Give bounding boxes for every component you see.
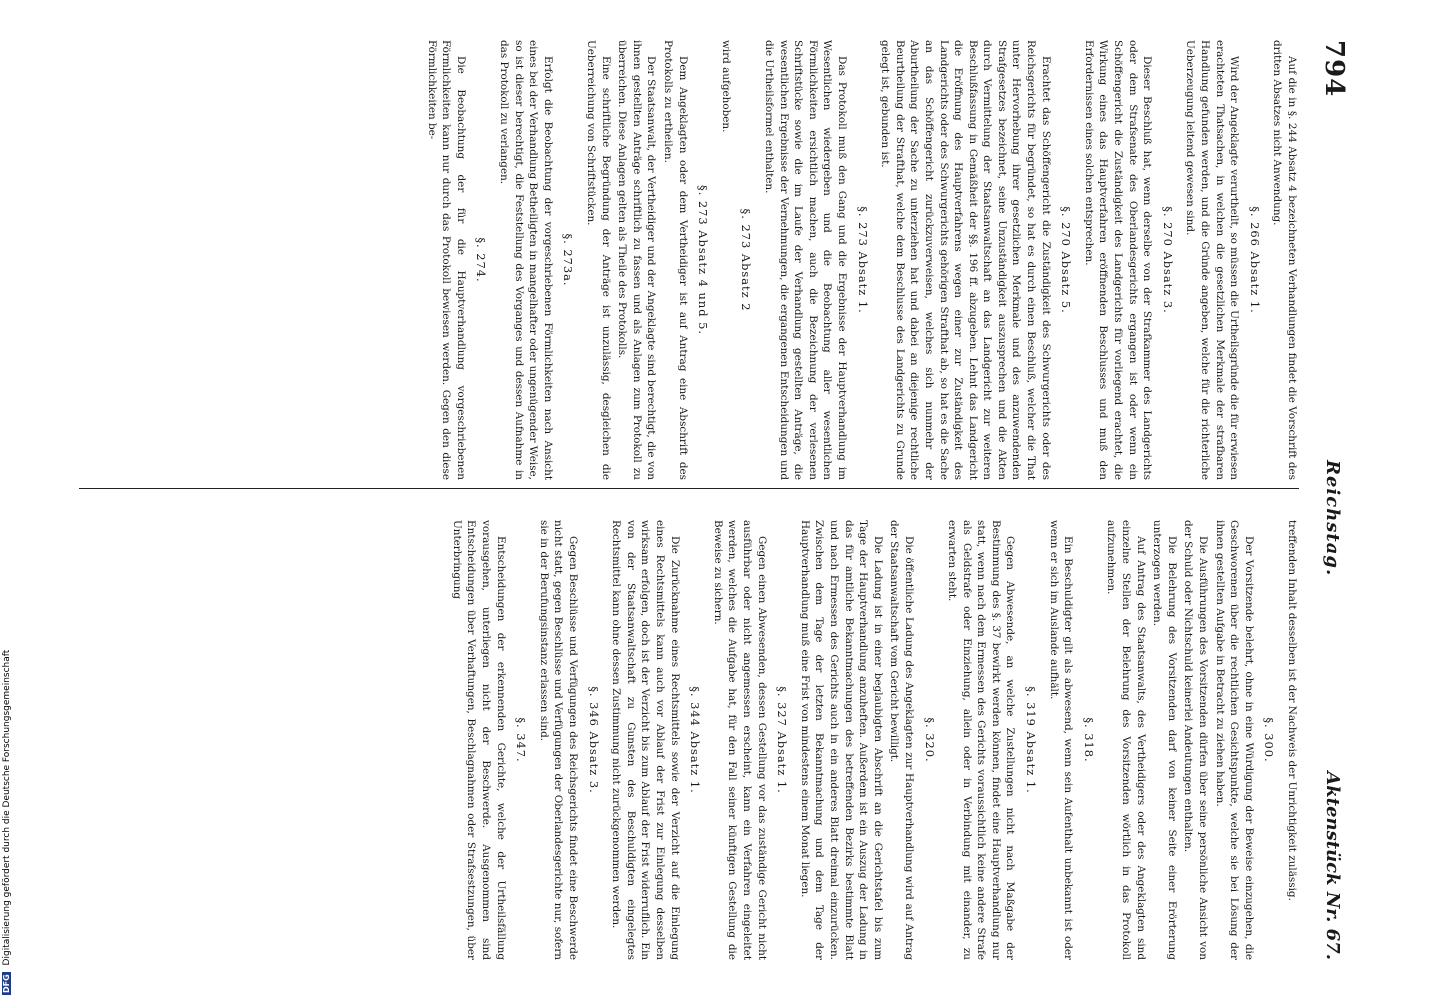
paragraph: Die Beobachtung der für die Hauptverhandlung vorgeschriebenen Förmlichkeiten kann nur durch das Protokoll bewiesen werden. Gegen den diese Förmlichkeiten be- — [425, 40, 467, 480]
section-heading: §. 273 Absatz 2 — [739, 208, 754, 312]
section-heading: §. 266 Absatz 1. — [1247, 206, 1262, 314]
paragraph: Gegen Beschlüsse und Verfügungen des Reichsgerichts findet eine Beschwerde nicht statt, gegen Beschlüsse und Verfügungen der Oberlandesgerichte nur, sofern sie in der Berufungsinstanz erlassen sind. — [537, 520, 580, 960]
dfg-logo: DFG — [2, 974, 11, 993]
paragraph: Auf die in §. 244 Absatz 4 bezeichneten Verhandlungen findet die Vorschrift des dritten Absatzes nicht Anwendung. — [1271, 40, 1298, 480]
section-heading: §. 319 Absatz 1. — [1024, 686, 1039, 794]
section-heading: §. 347. — [514, 717, 529, 763]
footer-text: Digitalisierung gefördert durch die Deutsche Forschungsgemeinschaft — [2, 649, 12, 966]
left-column — [69, 40, 1299, 480]
right-column — [69, 520, 1299, 960]
paragraph: Der Staatsanwalt, der Vertheidiger und der Angeklagte sind berechtigt, die von ihnen gestellten Anträge schriftlich zu fassen und als Anlagen zum Protokoll zu überreichen. Diese Anlagen gelten als Theile des Protokolls. — [616, 40, 658, 480]
page-header — [1309, 40, 1349, 960]
header-title: Reichstag. — [1322, 460, 1343, 577]
paragraph: Der Vorsitzende belehrt, ohne in eine Würdigung der Beweise einzugehen, die Geschworenen über die rechtlichen Gesichtspunkte, welche sie bei Lösung der ihnen gestellten Aufgabe in Betracht zu ziehen haben. — [1213, 520, 1255, 960]
paragraph: Das Protokoll muß den Gang und die Ergebnisse der Hauptverhandlung im Wesentlichen wiedergeben und die Beobachtung aller wesentlichen Förmlichkeiten ersichtlich machen, auch die Bezeichnung der verlesenen Schriftstücke sowie die im Laufe der Verhandlung gestellten Anträge, die wesentlichen Ergebnisse der Vernehmungen, die ergangenen Entscheidungen und die Urtheilsformel enthalten. — [763, 40, 848, 480]
section-heading: §. 300. — [1262, 717, 1277, 763]
column-divider — [79, 488, 1299, 489]
paragraph: Gegen einen Abwesenden, dessen Gestellung vor das zuständige Gericht nicht ausführbar oder nicht angemessen erscheint, kann ein Verfahren eingeleitet werden, welches die Aufgabe hat, für den Fall seiner künftigen Gestellung die Beweise zu sichern. — [711, 520, 768, 960]
paragraph: treffenden Inhalt desselben ist der Nachweis der Unrichtigkeit zulässig. — [1286, 520, 1298, 901]
page-number: 794 — [1319, 40, 1349, 98]
paragraph: Wird der Angeklagte verurtheilt, so müssen die Urtheilsgründe die für erwiesen erachteten Thatsachen, in welchen die gesetzlichen Merkmale der strafbaren Handlung gefunden werden, und die Gründe angeben, welche für die richterliche Ueberzeugung leitend gewesen sind. — [1184, 40, 1241, 480]
paragraph: Die Ausführungen des Vorsitzenden dürfen über seine persönliche Ansicht von der Schuld oder Nichtschuld keinerlei Andeutungen enthalten. — [1182, 520, 1210, 960]
paragraph: Eine schriftliche Begründung der Anträge ist unzulässig, desgleichen die Ueberreichung von Schriftstücken. — [585, 40, 612, 480]
section-heading: §. 270 Absatz 3. — [1160, 206, 1175, 314]
paragraph: Die Ladung ist in einer beglaubigten Abschrift an die Gerichtstafel bis zum Tage der Hauptverhandlung anzuheften. Außerdem ist ein Auszug der Ladung in das für amtliche Bekanntmachungen des betreffenden Bezirks bestimmte Blatt und nach Ermessen des Gerichts auch in ein anderes Blatt dreimal einzurücken. Zwischen dem Tage der letzten Bekanntmachung und dem Tage der Hauptverhandlung muß eine Frist von mindestens einem Monat liegen. — [798, 520, 884, 960]
section-heading: §. 273a. — [561, 233, 576, 287]
section-heading: §. 346 Absatz 3. — [586, 686, 601, 794]
header-subtitle: Aktenstück Nr. 67. — [1322, 771, 1343, 960]
section-heading: §. 344 Absatz 1. — [688, 686, 703, 794]
paragraph: Die Belehrung des Vorsitzenden darf von keiner Seite einer Erörterung unterzogen werden. — [1151, 520, 1178, 960]
document-sheet — [57, 0, 1357, 1000]
paragraph: Auf Antrag des Staatsanwalts, des Vertheidigers oder des Angeklagten sind einzelne Stellen der Belehrung des Vorsitzenden wörtlich in das Protokoll aufzunehmen. — [1105, 520, 1147, 960]
section-heading: §. 273 Absatz 4 und 5. — [696, 185, 711, 335]
paragraph: Die öffentliche Ladung des Angeklagten zur Hauptverhandlung wird auf Antrag der Staatsanwaltschaft vom Gericht bewilligt. — [888, 520, 915, 960]
section-heading: §. 273 Absatz 1. — [855, 206, 870, 314]
paragraph: Gegen Abwesende, an welche Zustellungen nicht nach Maßgabe der Bestimmung des §. 37 bewirkt werden können, findet eine Hauptverhandlung nur statt, wenn nach dem Ermessen des Gerichts voraussichtlich keine andere Strafe als Geldstrafe oder Einziehung, allein oder in Verbindung mit einander, zu erwarten steht. — [946, 520, 1017, 960]
digitization-footer — [2, 395, 14, 995]
section-heading: §. 318. — [1081, 717, 1096, 763]
paragraph: Dem Angeklagten oder dem Vertheidiger ist auf Antrag eine Abschrift des Protokolls zu ertheilen. — [662, 40, 689, 480]
paragraph: Entscheidungen der erkennenden Gerichte, welche der Urtheilsfällung vorausgehen, unterliegen nicht der Beschwerde. Ausgenommen sind Entscheidungen über Verhaftungen, Beschlagnahmen oder Strafsestzungen, über Unterbringung — [450, 520, 507, 960]
section-heading: §. 270 Absatz 5. — [1059, 206, 1074, 314]
section-heading: §. 320. — [922, 717, 937, 763]
paragraph: wird aufgehoben. — [719, 40, 732, 133]
paragraph: Ein Beschuldigter gilt als abwesend, wenn sein Aufenthalt unbekannt ist oder wenn er sich im Auslande aufhält. — [1047, 520, 1075, 960]
paragraph: Erachtet das Schöffengericht die Zuständigkeit des Schwurgerichts oder des Reichsgerichts für begründet, so hat es durch einen Beschluß, welcher die That unter Hervorhebung ihrer gesetzlichen Merkmale und des anzuwendenden Strafgesetzes bezeichnet, seine Unzuständigkeit auszusprechen und die Akten durch Vermittelung der Staatsanwaltschaft an das Landgericht zur weiteren Beschlußfassung in Gemäßheit der §§. 196 ff. abzugeben. Lehnt das Landgericht die Eröffnung des Hauptverfahrens wegen einer zur Zuständigkeit des Landgerichts oder des Schwurgerichts gehörigen Strafthat ab, so hat es die Sache an das Schöffengericht zurückzuverweisen, welches sich nunmehr der Aburtheilung der Sache zu unterziehen hat und dabei an diejenige rechtliche Beurtheilung der Strafthat, welche dem Beschlusse des Landgerichts zu Grunde gelegt ist, gebunden ist. — [879, 40, 1052, 480]
section-heading: §. 274. — [474, 237, 489, 283]
paragraph: Erfolgt die Beobachtung der vorgeschriebenen Förmlichkeiten nach Ansicht eines bei der Verhandlung Betheiligten in mangelhafter oder ungenügender Weise, so ist dieser berechtigt, die Feststellung des Vorganges und dessen Aufnahme in das Protokoll zu verlangen. — [498, 40, 554, 480]
paragraph: Dieser Beschluß hat, wenn derselbe von der Strafkammer des Landgerichts oder dem Strafsenate des Oberlandesgerichts ergangen ist oder wenn ein Schöffengericht die Zuständigkeit des Landgerichts für vorliegend erachtet, die Wirkung eines das Hauptverfahren eröffnenden Beschlusses und muß den Erfordernissen eines solchen entsprechen. — [1082, 40, 1154, 480]
paragraph: Die Zurücknahme eines Rechtsmittels sowie der Verzicht auf die Einlegung eines Rechtsmittels kann auch vor Ablauf der Frist zur Einlegung desselben wirksam erfolgen, doch ist der Verzicht bis zum Ablauf der Frist widerruflich. Ein von der Staatsanwaltschaft zu Gunsten des Beschuldigten eingelegtes Rechtsmittel kann ohne dessen Zustimmung nicht zurückgenommen werden. — [610, 520, 681, 960]
section-heading: §. 327 Absatz 1. — [775, 686, 790, 794]
